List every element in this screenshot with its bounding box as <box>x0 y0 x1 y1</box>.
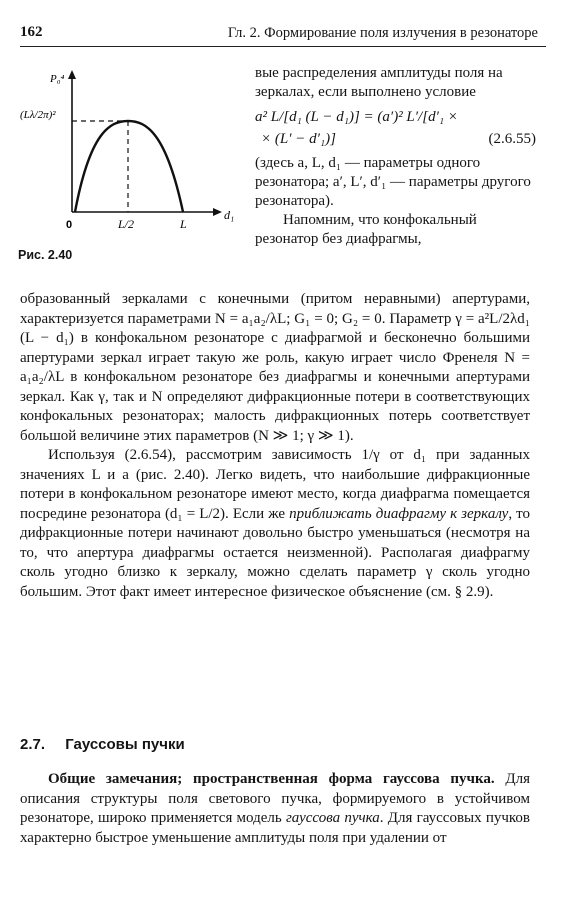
parameters-note: (здесь a, L, d₁ — параметры одного резонатора; a′, L′, d′₁ — параметры другого резонатора). <box>255 155 531 209</box>
page-number: 162 <box>20 24 43 40</box>
formula-line-1: a² L/[d₁ (L − d₁)] = (a′)² L′/[d′₁ × <box>255 109 458 125</box>
right-column-text <box>255 64 536 249</box>
x-tick-l: L <box>180 217 187 231</box>
section-text-a: Для описания структуры поля светового пучка, формируемого в устойчивом резонаторе, широко применяется модель <box>20 771 530 826</box>
paragraph-dependence-b: , то дифракционные потери начинают довольно быстро уменьшаться (несмотря на то, что апертура диафрагмы остается неизменной). Располагая диафрагму сколь угодно близко к зеркалу, можно сделать параметр γ сколь угодно большим. Этот факт имеет интересное физическое объяснение (см. § 2.9). <box>20 505 530 600</box>
x-tick-0: 0 <box>66 219 73 231</box>
header-rule <box>20 46 546 47</box>
intro-text: вые распределения амплитуды поля на зеркалах, если выполнено условие <box>255 65 503 100</box>
running-title: Гл. 2. Формирование поля излучения в резонаторе <box>227 25 538 41</box>
section-body <box>20 770 530 848</box>
paragraph-dependence <box>20 446 530 602</box>
body-text <box>20 290 530 602</box>
x-axis-label: d₁ <box>224 208 235 222</box>
y-peak-label: (Lλ/2π)² <box>20 109 56 121</box>
formula-2-6-55 <box>255 106 536 150</box>
figure-2-40 <box>20 62 250 242</box>
section-text-b: . Для гауссовых пучков характерно быстрое уменьшение амплитуды поля при удалении от <box>20 810 531 846</box>
y-axis-label: P₀⁴ <box>50 73 65 85</box>
formula-line-2-text: × (L′ − d′₁)] <box>261 131 336 147</box>
section-heading <box>20 736 185 753</box>
equation-number: (2.6.55) <box>488 131 536 147</box>
running-header <box>20 24 546 46</box>
section-lead: Общие замечания; пространственная форма гауссова пучка. <box>48 771 495 787</box>
paragraph-dependence-italic: приближать диафрагму к зеркалу <box>289 505 509 522</box>
figure-caption: Рис. 2.40 <box>18 248 73 262</box>
paragraph-start: Напомним, что конфокальный резонатор без диафрагмы, <box>255 212 477 247</box>
section-paragraph <box>20 770 530 848</box>
section-text-italic: гауссова пучка <box>285 810 380 826</box>
y-axis-arrow <box>68 70 76 79</box>
paragraph-confocal: образованный зеркалами с конечными (притом неравными) апертурами, характеризуется параметрами N = a₁a₂/λL; G₁ = 0; G₂ = 0. Параметр γ = a²L/2λd₁ (L − d₁) в конфокальном резонаторе с диафрагмой и бесконечно большими апертурами зеркал играет такую же роль, какую играет число Френеля N = a₁a₂/λL в конфокальном резонаторе без диафрагмы и конечными апертурами зеркал. Как γ, так и N определяют дифракционные потери в соответствующих конфокальных резонаторах; малость дифракционных потерь соответствует большой величине этих параметров (N ≫ 1; γ ≫ 1). <box>20 291 530 444</box>
x-axis-arrow <box>213 208 222 216</box>
paragraph-dependence-a: Используя (2.6.54), рассмотрим зависимость 1/γ от d₁ при заданных значениях L и a (рис. 2.40). Легко видеть, что наибольшие дифракционные потери в конфокальном резонаторе имеют место, когда диафрагма помещается посредине резонатора (d₁ = L/2). Если же <box>20 447 530 522</box>
parabola-curve <box>75 121 183 212</box>
section-title: Гауссовы пучки <box>65 736 185 753</box>
curve-plot <box>20 62 250 242</box>
x-tick-half: L/2 <box>118 217 135 231</box>
section-number: 2.7. <box>20 736 46 753</box>
formula-line-2 <box>255 128 536 150</box>
